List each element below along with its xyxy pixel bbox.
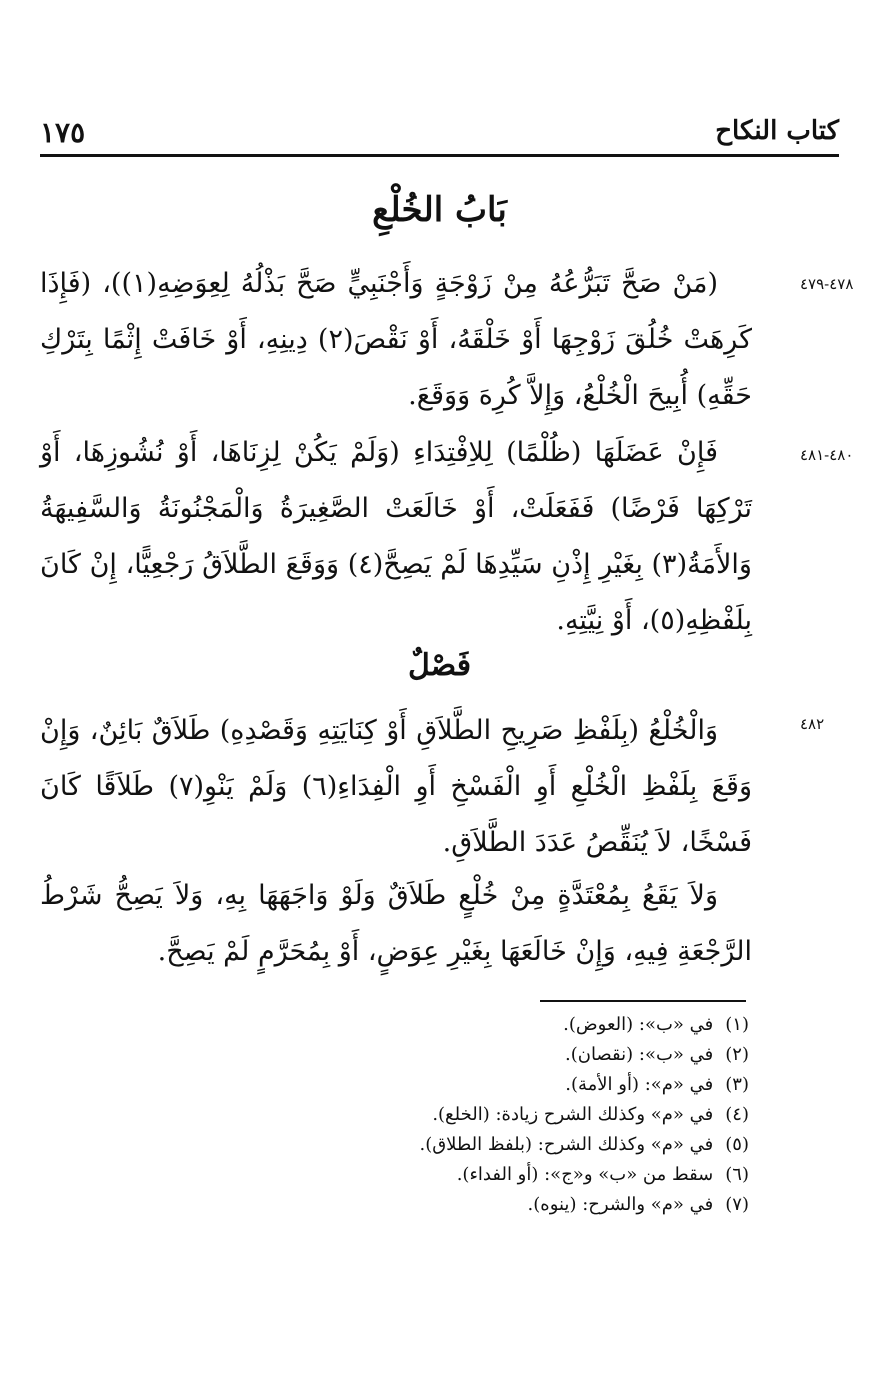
footnote-number: (٧) (725, 1194, 749, 1215)
header-rule (40, 154, 839, 157)
footnote (149, 1040, 749, 1070)
footnote-number: (٦) (725, 1164, 749, 1185)
paragraph-text: وَلاَ يَقَعُ بِمُعْتَدَّةٍ مِنْ خُلْعٍ طَلاَقٌ وَلَوْ وَاجَهَهَا بِهِ، وَلاَ يَصِحُّ شَرْطُ الرَّجْعَةِ فِيهِ، وَإِنْ خَالَعَهَا بِغَيْرِ عِوَضٍ، أَوْ بِمُحَرَّمٍ لَمْ يَصِحَّ. (40, 880, 752, 967)
footnotes (149, 1010, 749, 1220)
footnote-text: سقط من «ب» و«ج»: (أو الفداء). (456, 1164, 714, 1185)
paragraph (40, 868, 752, 980)
paragraph-text: وَالْخُلْعُ (بِلَفْظِ صَرِيحِ الطَّلاَقِ أَوْ كِنَايَتِهِ وَقَصْدِهِ) طَلاَقٌ بَائِنٌ، وَإِنْ وَقَعَ بِلَفْظِ الْخُلْعِ أَوِ الْفَسْخِ أَوِ الْفِدَاءِ(٦) وَلَمْ يَنْوِ(٧) طَلاَقًا كَانَ فَسْخًا، لاَ يُنَقِّصُ عَدَدَ الطَّلاَقِ. (40, 715, 753, 858)
margin-reference: ٤٨٠-٤٨١ (800, 446, 854, 464)
footnote-number: (٥) (725, 1134, 749, 1155)
footnote (149, 1100, 749, 1130)
footnote-text: في «م» وكذلك الشرح زيادة: (الخلع). (432, 1104, 714, 1125)
margin-reference: ٤٨٢ (800, 715, 825, 733)
footnote-text: في «م» وكذلك الشرح: (بلفظ الطلاق). (419, 1134, 714, 1155)
footnote (149, 1070, 749, 1100)
paragraph-text: فَإِنْ عَضَلَهَا (ظُلْمًا) لِلاِفْتِدَاءِ (وَلَمْ يَكُنْ لِزِنَاهَا، أَوْ نُشُوزِهَا، أَوْ تَرْكِهَا فَرْضًا) فَفَعَلَتْ، أَوْ خَالَعَتْ الصَّغِيرَةُ وَالْمَجْنُونَةُ وَالسَّفِيهَةُ وَالأَمَةُ(٣) بِغَيْرِ إِذْنِ سَيِّدِهَا لَمْ يَصِحَّ(٤) وَوَقَعَ الطَّلاَقُ رَجْعِيًّا، إِنْ كَانَ بِلَفْظِهِ(٥)، أَوْ نِيَّتِهِ. (40, 437, 752, 636)
section-title: فَصْلٌ (407, 648, 472, 683)
running-head (40, 108, 839, 152)
footnote-text: في «ب»: (العوض). (563, 1014, 714, 1035)
footnote-number: (٢) (725, 1044, 749, 1065)
footnote-number: (١) (725, 1014, 749, 1035)
book-title: كتاب النكاح (715, 116, 839, 146)
chapter-title: بَابُ الخُلْعِ (372, 190, 507, 230)
footnote-number: (٣) (725, 1074, 749, 1095)
margin-reference: ٤٧٨-٤٧٩ (800, 275, 854, 293)
paragraph (40, 703, 752, 871)
page-number: ١٧٥ (40, 116, 86, 149)
footnote-number: (٤) (725, 1104, 749, 1125)
footnote-text: في «ب»: (نقصان). (564, 1044, 714, 1065)
paragraph (40, 256, 752, 424)
paragraph-text: (مَنْ صَحَّ تَبَرُّعُهُ مِنْ زَوْجَةٍ وَأَجْنَبِيٍّ صَحَّ بَذْلُهُ لِعِوَضِهِ(١))، (فَإِذَا كَرِهَتْ خُلُقَ زَوْجِهَا أَوْ خَلْقَهُ، أَوْ نَقْصَ(٢) دِينِهِ، أَوْ خَافَتْ إِثْمًا بِتَرْكِ حَقِّهِ) أُبِيحَ الْخُلْعُ، وَإِلاَّ كُرِهَ وَوَقَعَ. (40, 268, 752, 411)
footnote (149, 1130, 749, 1160)
footnote-rule (540, 1000, 746, 1002)
footnote (149, 1010, 749, 1040)
footnote-text: في «م» والشرح: (ينوه). (527, 1194, 714, 1215)
footnote-text: في «م»: (أو الأمة). (565, 1074, 714, 1095)
paragraph (40, 425, 752, 649)
footnote (149, 1160, 749, 1190)
footnote (149, 1190, 749, 1220)
